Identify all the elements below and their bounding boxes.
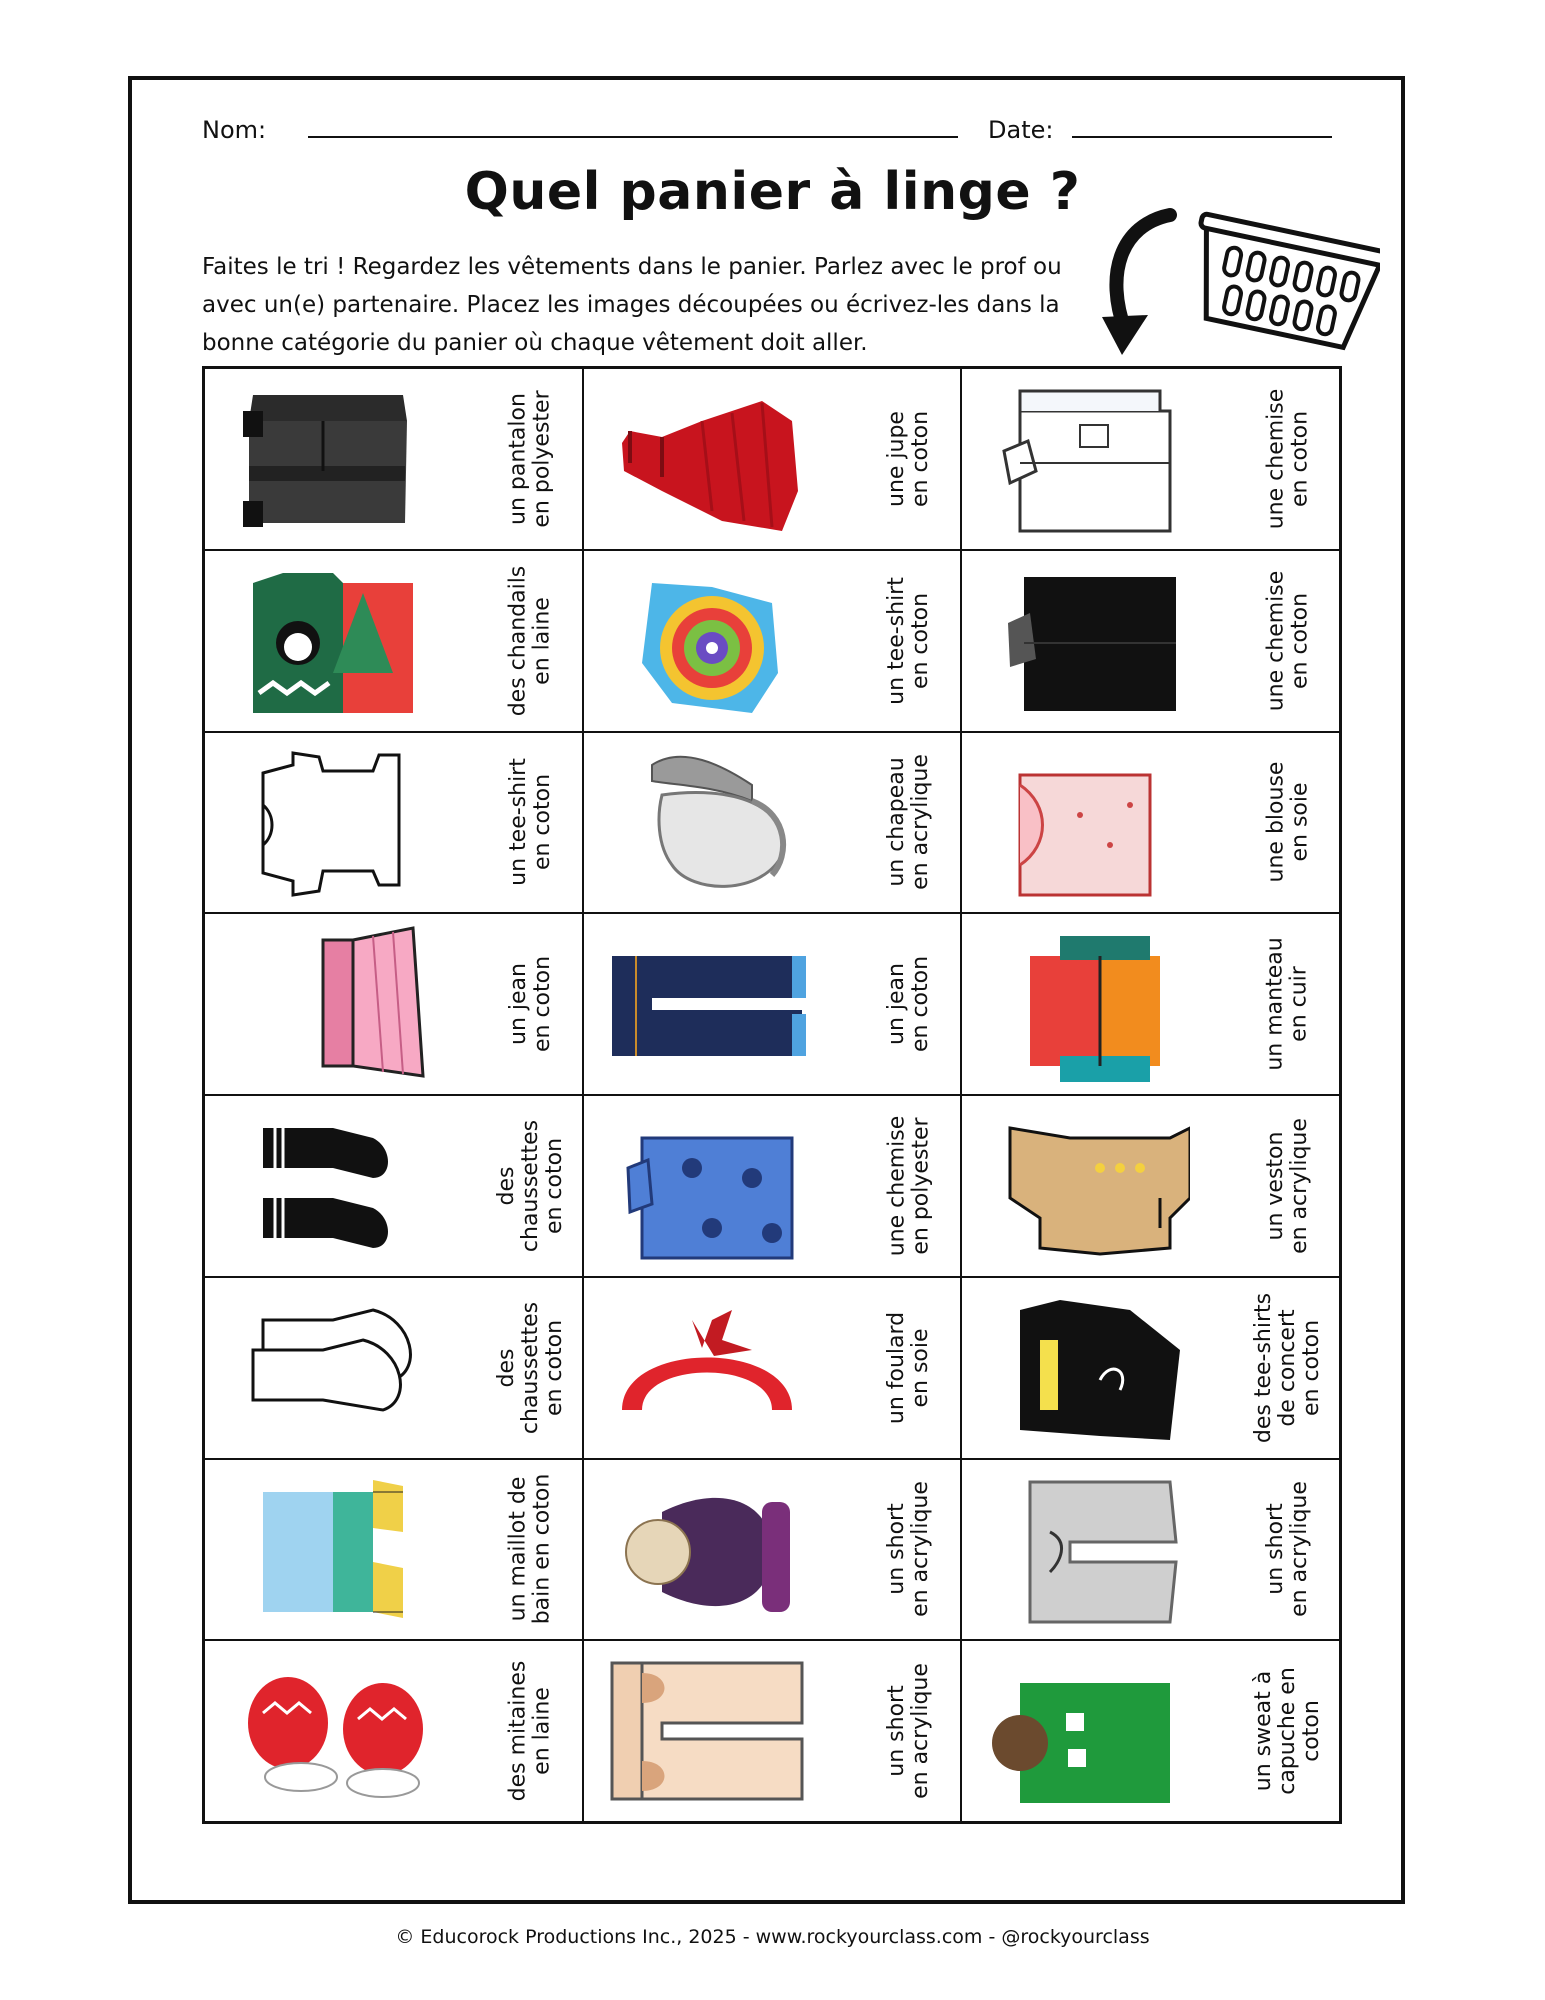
card-red-dress[interactable] [583, 368, 962, 550]
card-label: un manteau en cuir [1262, 937, 1312, 1071]
card-label: des mitaines en laine [505, 1660, 555, 1802]
colorful-coat-icon [980, 926, 1190, 1082]
card-label: un jean en coton [884, 956, 934, 1053]
pink-blouse-icon [980, 745, 1190, 901]
card-label: un chapeau en acrylique [884, 754, 934, 891]
card-blue-jeans[interactable] [583, 913, 962, 1095]
blue-jeans-icon [602, 926, 812, 1082]
purple-beanie-icon [602, 1472, 812, 1628]
card-label: un maillot de bain en coton [505, 1474, 555, 1625]
card-pink-skirt[interactable] [204, 913, 583, 1095]
card-label: un tee-shirt en coton [505, 758, 555, 887]
black-pants-icon [223, 381, 433, 537]
footer-copyright: © Educorock Productions Inc., 2025 - www.rockyourclass.com - @rockyourclass [395, 1926, 1150, 1948]
concert-tshirt-icon [980, 1290, 1190, 1446]
clothing-cards-grid [202, 366, 1342, 1824]
card-swim-shorts[interactable] [204, 1459, 583, 1641]
card-red-mittens[interactable] [204, 1640, 583, 1822]
name-field[interactable] [308, 136, 958, 138]
card-red-headband[interactable] [583, 1277, 962, 1459]
card-label: des chaussettes en coton [493, 1301, 567, 1434]
card-colorful-coat[interactable] [961, 913, 1340, 1095]
card-black-socks[interactable] [204, 1095, 583, 1277]
card-black-shirt[interactable] [961, 550, 1340, 732]
green-hoodie-icon [980, 1653, 1190, 1809]
card-label: un foulard en soie [884, 1311, 934, 1424]
card-purple-beanie[interactable] [583, 1459, 962, 1641]
card-label: des chandails en laine [505, 565, 555, 716]
card-label: une chemise en coton [1262, 388, 1312, 530]
card-christmas-sweater[interactable] [204, 550, 583, 732]
card-label: une chemise en polyester [884, 1115, 934, 1257]
card-grey-cap[interactable] [583, 732, 962, 914]
swim-shorts-icon [223, 1472, 433, 1628]
grey-cap-icon [602, 745, 812, 901]
card-tie-dye-tshirt[interactable] [583, 550, 962, 732]
card-white-shirt[interactable] [961, 368, 1340, 550]
card-label: un short en acrylique [884, 1663, 934, 1800]
card-grey-shorts[interactable] [961, 1459, 1340, 1641]
tan-vest-icon [980, 1108, 1190, 1264]
card-blue-paw-shirt[interactable] [583, 1095, 962, 1277]
black-shirt-icon [980, 563, 1190, 719]
card-label: un pantalon en polyester [505, 390, 555, 528]
tie-dye-tshirt-icon [602, 563, 812, 719]
card-black-pants[interactable] [204, 368, 583, 550]
card-white-tshirt[interactable] [204, 732, 583, 914]
card-label: un jean en coton [505, 956, 555, 1053]
card-label: un sweat à capuche en coton [1250, 1667, 1324, 1795]
instructions: Faites le tri ! Regardez les vêtements dans le panier. Parlez avec le prof ou avec un(e) partenaire. Placez les images découpées ou écrivez-les dans la bonne catégorie du panier où chaque vêtement doit aller. [202, 254, 1062, 356]
card-label: des chaussettes en coton [493, 1119, 567, 1252]
card-label: un tee-shirt en coton [884, 576, 934, 705]
name-label: Nom: [202, 116, 267, 144]
card-label: un veston en acrylique [1262, 1117, 1312, 1254]
date-field[interactable] [1072, 136, 1332, 138]
card-label: des tee-shirts de concert en coton [1250, 1292, 1324, 1443]
christmas-sweater-icon [223, 563, 433, 719]
pink-skirt-icon [223, 926, 433, 1082]
card-label: une jupe en coton [884, 410, 934, 507]
card-tan-vest[interactable] [961, 1095, 1340, 1277]
page-title: Quel panier à linge ? [464, 162, 1081, 222]
beige-pants-icon [602, 1653, 812, 1809]
card-beige-pants[interactable] [583, 1640, 962, 1822]
card-label: une blouse en soie [1262, 761, 1312, 883]
card-label: un short en acrylique [884, 1481, 934, 1618]
white-tshirt-icon [223, 745, 433, 901]
card-green-hoodie[interactable] [961, 1640, 1340, 1822]
grey-shorts-icon [980, 1472, 1190, 1628]
red-dress-icon [602, 381, 812, 537]
card-pink-blouse[interactable] [961, 732, 1340, 914]
black-socks-icon [223, 1108, 433, 1264]
white-shirt-icon [980, 381, 1190, 537]
card-label: une chemise en coton [1262, 570, 1312, 711]
red-mittens-icon [223, 1653, 433, 1809]
card-label: un short en acrylique [1262, 1481, 1312, 1618]
card-concert-tshirt[interactable] [961, 1277, 1340, 1459]
white-socks-icon [223, 1290, 433, 1446]
red-headband-icon [602, 1290, 812, 1446]
laundry-basket-icon [1100, 205, 1380, 365]
date-label: Date: [988, 116, 1054, 144]
blue-paw-shirt-icon [602, 1108, 812, 1264]
card-white-socks[interactable] [204, 1277, 583, 1459]
